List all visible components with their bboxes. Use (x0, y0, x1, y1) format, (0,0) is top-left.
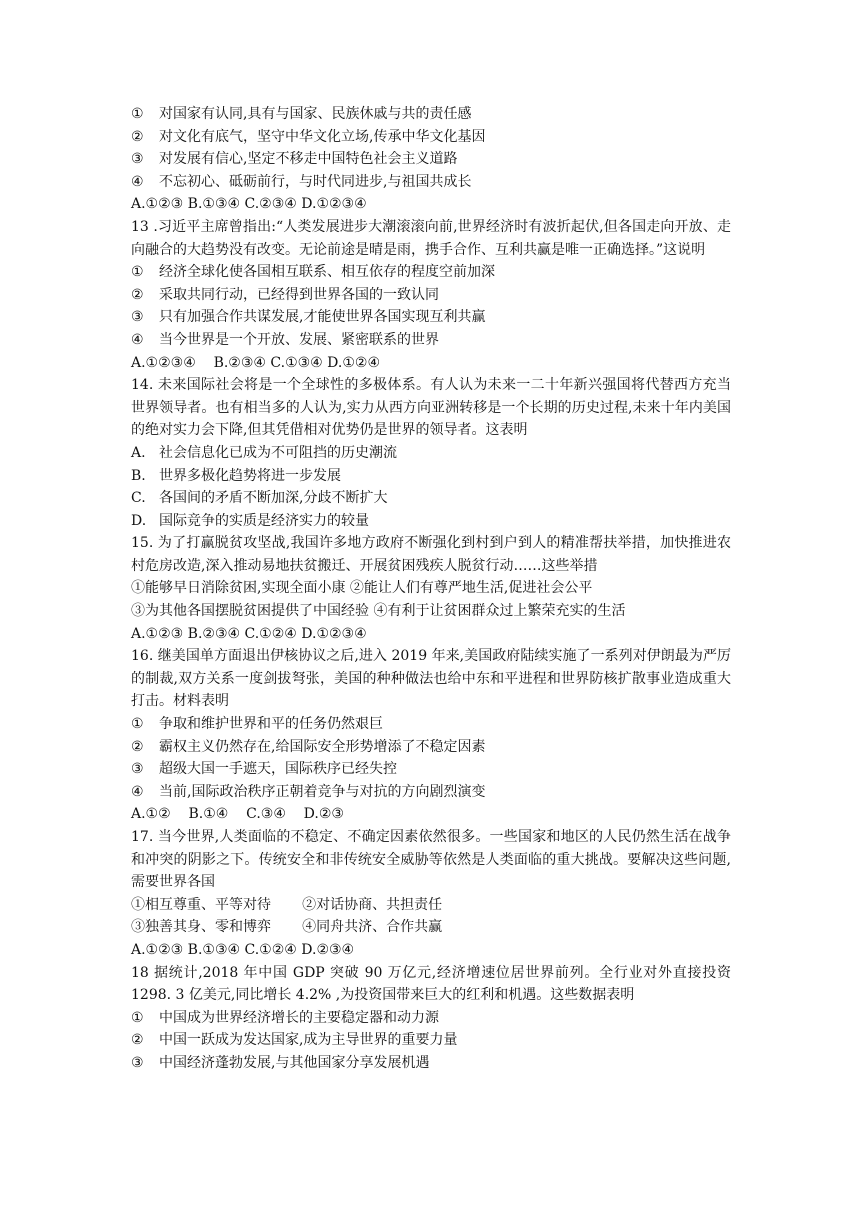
option-mark: ① (131, 106, 144, 122)
option-text: 中国一跃成为发达国家,成为主导世界的重要力量 (159, 1032, 458, 1049)
option-item (131, 487, 731, 510)
option-mark: ② (131, 738, 144, 755)
option-text: 各国间的矛盾不断加深,分歧不断扩大 (159, 490, 388, 507)
option-line: ③独善其身、零和博弈 ④同舟共济、合作共赢 (131, 919, 443, 936)
option-text: 对发展有信心,坚定不移走中国特色社会主义道路 (159, 151, 458, 168)
option-mark: C. (131, 490, 146, 507)
option-text: 国际竞争的实质是经济实力的较量 (159, 512, 369, 529)
option-text: 当今世界是一个开放、发展、紧密联系的世界 (159, 331, 439, 348)
option-item (131, 510, 731, 533)
option-item (131, 148, 731, 171)
option-item (131, 781, 731, 804)
option-item (131, 713, 731, 736)
option-mark: D. (131, 512, 147, 529)
option-item (131, 1029, 731, 1052)
option-text: 不忘初心、砥砺前行，与时代同进步,与祖国共成长 (159, 173, 472, 190)
option-item (131, 126, 731, 149)
question-stem: 13 .习近平主席曾指出:“人类发展进步大潮滚滚向前,世界经济时有波折起伏,但各国走向开放、走向融合的大趋势没有改变。无论前途是晴是雨，携手合作、互利共赢是唯一正确选择。”这说明 (131, 218, 731, 258)
option-item (131, 329, 731, 352)
option-mark: B. (131, 467, 146, 484)
answer-choices: A.①②③ B.①③④ C.①②④ D.②③④ (131, 941, 355, 958)
question-18 (131, 962, 731, 1075)
question-12-tail (131, 103, 731, 216)
question-stem: 15. 为了打赢脱贫攻坚战,我国许多地方政府不断强化到村到户到人的精准帮扶举措，加快推进农村危房改造,深入推动易地扶贫搬迁、开展贫困残疾人脱贫行动……这些举措 (131, 535, 731, 574)
option-item (131, 171, 731, 194)
option-text: 中国经济蓬勃发展,与其他国家分享发展机遇 (159, 1054, 430, 1071)
option-item (131, 103, 731, 126)
option-text: 中国成为世界经济增长的主要稳定器和动力源 (159, 1009, 439, 1026)
option-line: ①相互尊重、平等对待 ②对话协商、共担责任 (131, 896, 443, 913)
option-text: 争取和维护世界和平的任务仍然艰巨 (159, 716, 383, 733)
question-17 (131, 826, 731, 962)
question-16 (131, 645, 731, 826)
option-text: 当前,国际政治秩序正朝着竞争与对抗的方向剧烈演变 (159, 783, 486, 800)
option-mark: ③ (131, 761, 144, 778)
option-item (131, 261, 731, 284)
option-text: 对文化有底气，坚守中华文化立场,传承中华文化基因 (159, 128, 486, 145)
option-line: ①能够早日消除贫困,实现全面小康 ②能让人们有尊严地生活,促进社会公平 (131, 580, 593, 597)
answer-choices: A.①② B.①④ C.③④ D.②③ (131, 806, 344, 823)
option-text: 霸权主义仍然存在,给国际安全形势增添了不稳定因素 (159, 738, 486, 755)
option-item (131, 1052, 731, 1075)
option-text: 世界多极化趋势将进一步发展 (159, 467, 341, 484)
option-text: 对国家有认同,具有与国家、民族休戚与共的责任感 (159, 106, 472, 122)
option-item (131, 736, 731, 759)
question-stem: 14. 未来国际社会将是一个全球性的多极体系。有人认为未来一二十年新兴强国将代替西方充当世界领导者。也有相当多的人认为,实力从西方向亚洲转移是一个长期的历史过程,未来十年内美国的绝对实力会下降,但其凭借相对优势仍是世界的领导者。这表明 (131, 377, 731, 439)
question-15 (131, 532, 731, 645)
option-mark: ③ (131, 309, 144, 326)
option-text: 只有加强合作共谋发展,才能使世界各国实现互利共赢 (159, 309, 486, 326)
option-mark: ② (131, 1032, 144, 1049)
question-14 (131, 374, 731, 532)
option-text: 采取共同行动，已经得到世界各国的一致认同 (159, 286, 439, 303)
exam-page (131, 103, 731, 1075)
option-mark: ④ (131, 173, 144, 190)
question-13 (131, 216, 731, 374)
option-mark: ① (131, 716, 144, 733)
option-mark: ① (131, 264, 144, 281)
option-item (131, 1007, 731, 1030)
answer-choices: A.①②③ B.①③④ C.②③④ D.①②③④ (131, 196, 367, 213)
option-line: ③为其他各国摆脱贫困提供了中国经验 ④有利于让贫困群众过上繁荣充实的生活 (131, 603, 626, 620)
option-mark: ③ (131, 1054, 144, 1071)
option-text: 超级大国一手遮天，国际秩序已经失控 (159, 761, 397, 778)
answer-choices: A.①②③④ B.②③④ C.①③④ D.①②④ (131, 354, 380, 371)
option-item (131, 465, 731, 488)
option-mark: ② (131, 286, 144, 303)
option-item (131, 306, 731, 329)
option-item (131, 284, 731, 307)
option-item (131, 758, 731, 781)
answer-choices: A.①②③ B.②③④ C.①②④ D.①②③④ (131, 625, 367, 642)
option-text: 社会信息化已成为不可阻挡的历史潮流 (159, 444, 397, 461)
option-text: 经济全球化使各国相互联系、相互依存的程度空前加深 (159, 264, 495, 281)
option-mark: ④ (131, 331, 144, 348)
question-stem: 18 据统计,2018 年中国 GDP 突破 90 万亿元,经济增速位居世界前列。全行业对外直接投资 1298. 3 亿美元,同比增长 4.2% ,为投资国带来巨大的红利和机遇。这些数据表明 (131, 964, 731, 1004)
option-mark: ② (131, 128, 144, 145)
option-mark: ① (131, 1009, 144, 1026)
question-stem: 17. 当今世界,人类面临的不稳定、不确定因素依然很多。一些国家和地区的人民仍然生活在战争和冲突的阴影之下。传统安全和非传统安全威胁等依然是人类面临的重大挑战。要解决这些问题,需要世界各国 (131, 829, 731, 891)
question-stem: 16. 继美国单方面退出伊核协议之后,进入 2019 年来,美国政府陆续实施了一系列对伊朗最为严厉的制裁,双方关系一度剑拔弩张，美国的种种做法也给中东和平进程和世界防核扩散事业造成重大打击。材料表明 (131, 648, 731, 710)
option-mark: ④ (131, 783, 144, 800)
option-item (131, 442, 731, 465)
option-mark: ③ (131, 151, 144, 168)
option-mark: A. (131, 444, 146, 461)
